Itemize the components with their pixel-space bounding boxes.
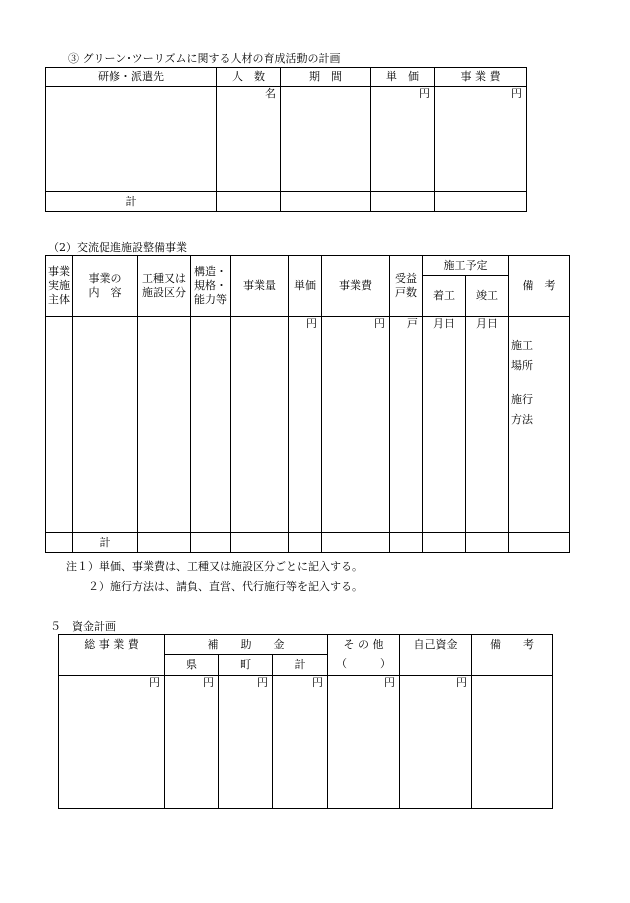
cell-period[interactable] xyxy=(281,87,371,192)
section5-title: ５ 資金計画 xyxy=(50,620,116,633)
cell-remarks[interactable] xyxy=(509,317,570,533)
total-households[interactable] xyxy=(390,533,423,553)
header-remarks: 備 考 xyxy=(509,256,570,317)
header-unit-price: 単 価 xyxy=(371,68,435,87)
total-structure[interactable] xyxy=(191,533,231,553)
header-unit-price: 単価 xyxy=(289,256,322,317)
header-structure: 構造・ 規格・ 能力等 xyxy=(191,256,231,317)
cell-remarks[interactable] xyxy=(472,676,553,809)
cell-destination[interactable] xyxy=(46,87,217,192)
cell-cost[interactable] xyxy=(435,87,527,192)
remark-location: 場所 xyxy=(511,359,533,372)
total-people[interactable] xyxy=(217,192,281,212)
total-finish[interactable] xyxy=(466,533,509,553)
header-remarks: 備 考 xyxy=(472,635,553,676)
training-plan-table xyxy=(45,67,527,212)
remark-execution: 施行 xyxy=(511,393,533,406)
header-households: 受益 戸数 xyxy=(390,256,423,317)
cell-quantity[interactable] xyxy=(231,317,289,533)
cell-town[interactable]: 円 xyxy=(219,676,273,809)
header-town: 町 xyxy=(219,655,273,676)
note-1: 注１）単価、事業費は、工種又は施設区分ごとに記入する。 xyxy=(66,560,363,573)
cell-cost[interactable]: 円 xyxy=(322,317,390,533)
header-quantity: 事業量 xyxy=(231,256,289,317)
cell-unit-price[interactable] xyxy=(371,87,435,192)
cell-unit-price[interactable]: 円 xyxy=(289,317,322,533)
funding-plan-table xyxy=(58,634,553,809)
header-prefecture: 県 xyxy=(165,655,219,676)
total-cost[interactable] xyxy=(435,192,527,212)
total-cost[interactable] xyxy=(322,533,390,553)
cell-own-funds[interactable]: 円 xyxy=(400,676,472,809)
cell-prefecture[interactable]: 円 xyxy=(165,676,219,809)
cell-content[interactable] xyxy=(73,317,138,533)
total-type[interactable] xyxy=(138,533,191,553)
cell-entity[interactable] xyxy=(46,317,73,533)
cell-people[interactable] xyxy=(217,87,281,192)
total-entity-blank xyxy=(46,533,73,553)
cell-total-cost[interactable]: 円 xyxy=(59,676,165,809)
total-unit-price[interactable] xyxy=(371,192,435,212)
header-other: そ の 他 （ ） xyxy=(328,635,400,676)
unit-yen: 円 xyxy=(419,87,430,100)
header-entity: 事業 実施 主体 xyxy=(46,256,73,317)
total-label: 計 xyxy=(73,533,138,553)
facility-plan-table xyxy=(45,255,570,553)
cell-start[interactable]: 月日 xyxy=(423,317,466,533)
header-finish: 竣工 xyxy=(466,276,509,317)
header-destination: 研修・派遣先 xyxy=(46,68,217,87)
header-type: 工種又は 施設区分 xyxy=(138,256,191,317)
header-period: 期 間 xyxy=(281,68,371,87)
total-start[interactable] xyxy=(423,533,466,553)
header-own-funds: 自己資金 xyxy=(400,635,472,676)
header-cost: 事 業 費 xyxy=(435,68,527,87)
header-people: 人 数 xyxy=(217,68,281,87)
cell-subsidy-sum[interactable]: 円 xyxy=(273,676,328,809)
header-start: 着工 xyxy=(423,276,466,317)
unit-people: 名 xyxy=(265,87,276,100)
total-unit-price[interactable] xyxy=(289,533,322,553)
header-cost: 事業費 xyxy=(322,256,390,317)
unit-yen: 円 xyxy=(511,87,522,100)
cell-finish[interactable]: 月日 xyxy=(466,317,509,533)
total-label: 計 xyxy=(46,192,217,212)
total-quantity[interactable] xyxy=(231,533,289,553)
header-total-cost: 総 事 業 費 xyxy=(59,635,165,676)
cell-other[interactable]: 円 xyxy=(328,676,400,809)
cell-structure[interactable] xyxy=(191,317,231,533)
section3-title: ③ グリーン･ツーリズムに関する人材の育成活動の計画 xyxy=(68,52,341,65)
remark-construction: 施工 xyxy=(511,339,533,352)
section2-title: （2）交流促進施設整備事業 xyxy=(48,241,187,254)
cell-type[interactable] xyxy=(138,317,191,533)
remark-method: 方法 xyxy=(511,413,533,426)
header-content: 事業の 内 容 xyxy=(73,256,138,317)
header-subsidy: 補 助 金 xyxy=(165,635,328,655)
cell-households[interactable]: 戸 xyxy=(390,317,423,533)
header-subsidy-sum: 計 xyxy=(273,655,328,676)
total-period[interactable] xyxy=(281,192,371,212)
note-2: ２）施行方法は、請負、直営、代行施行等を記入する。 xyxy=(88,580,363,593)
total-remarks[interactable] xyxy=(509,533,570,553)
header-schedule: 施工予定 xyxy=(423,256,509,276)
